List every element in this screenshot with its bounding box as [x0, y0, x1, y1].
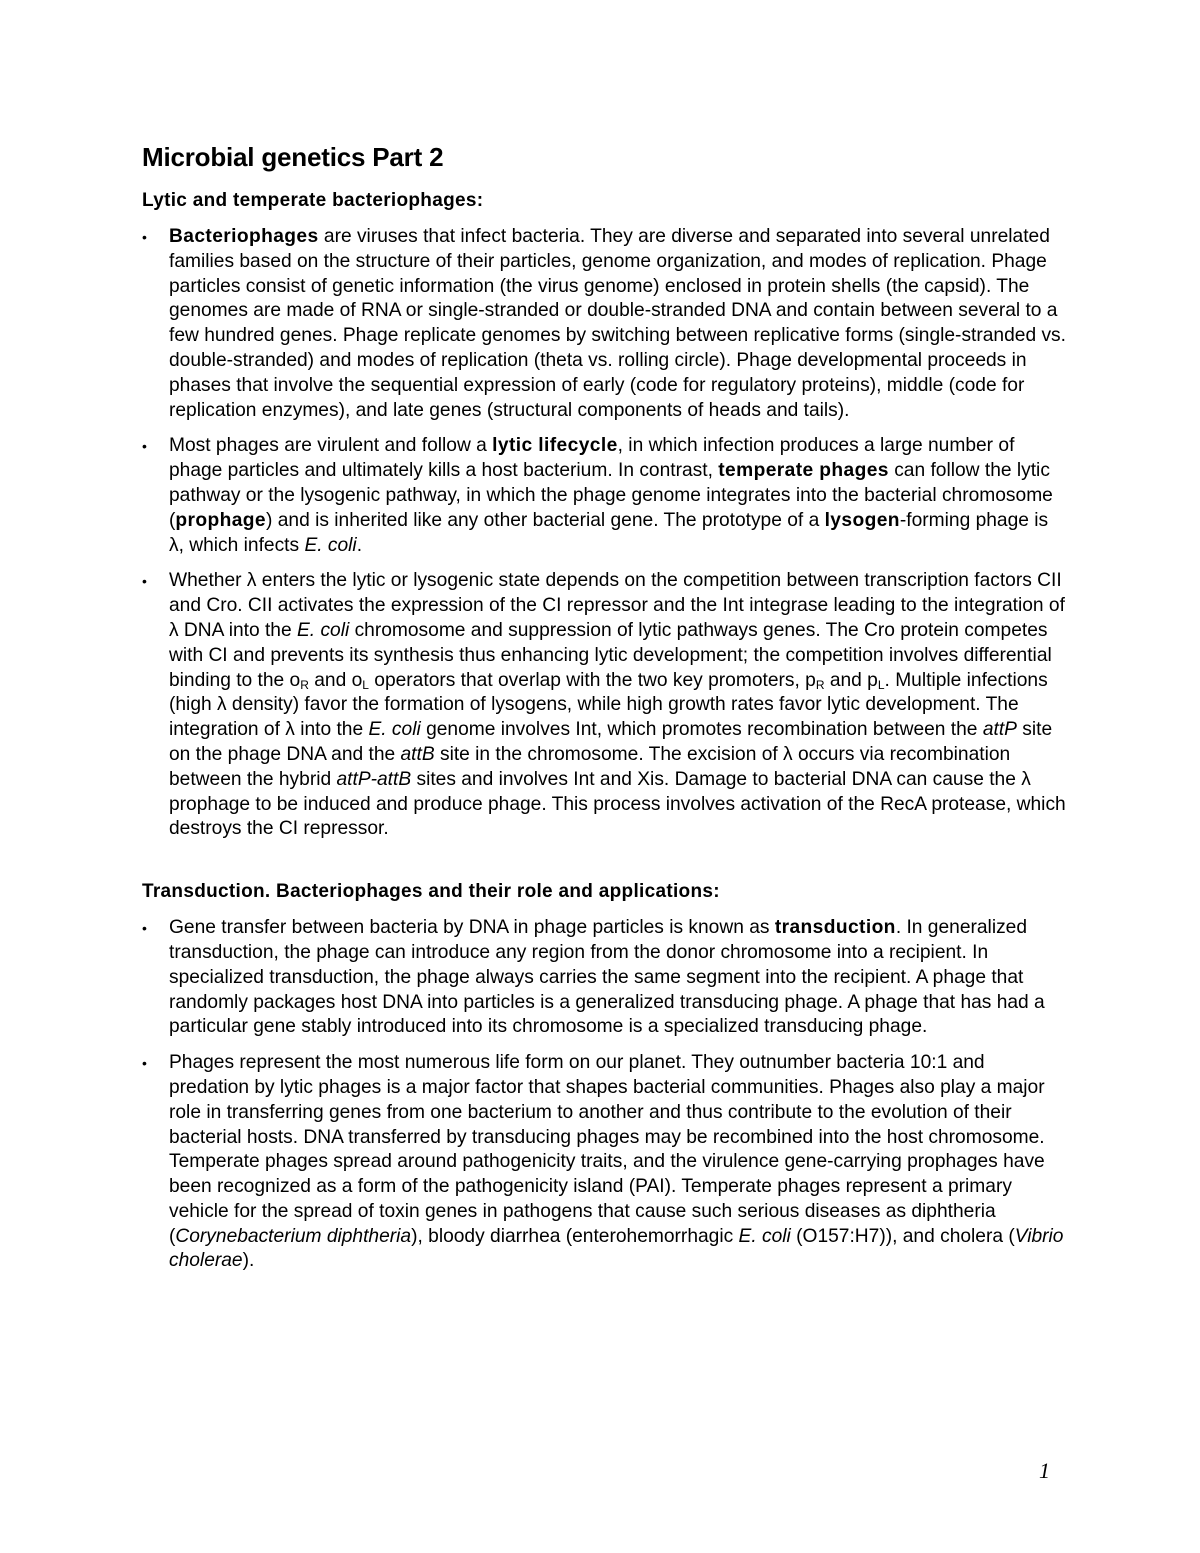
paragraph-text: Phages represent the most numerous life form on our planet. They outnumber bacteria 10:1 and predation by lytic phages is a major factor that shapes bacterial communities. Phages also play a major role in transferring genes from one bacterium to another and thus contribute to the evolution of their bacterial hosts. DNA transferred by transducing phages may be recombined into the host chromosome. Temperate phages spread around pathogenicity traits, and the virulence gene-carrying prophages have been recognized as a form of the pathogenicity island (PAI). Temperate phages represent a primary vehicle for the spread of toxin genes in pathogens that cause such serious diseases as diphtheria ( [169, 1052, 1045, 1247]
paragraph-text: . In generalized transduction, the phage can introduce any region from the donor chromosome into a recipient. In specialized transduction, the phage always carries the same segment into the recipient. A phage that randomly packages host DNA into particles is a generalized transducing phage. A phage that has had a particular gene stably introduced into its chromosome is a specialized transducing phage. [169, 917, 1045, 1038]
paragraph-text: genome involves Int, which promotes recombination between the [420, 719, 983, 741]
subscript: L [362, 677, 369, 692]
list-item [142, 569, 1066, 842]
paragraph-text: and p [824, 669, 878, 691]
paragraph-text: can follow the lytic pathway or the lysogenic pathway, in which the phage genome integrates into the bacterial chromosome ( [169, 460, 1053, 531]
section-heading-lytic-temperate: Lytic and temperate bacteriophages: [142, 190, 484, 211]
paragraph-text: site on the phage DNA and the [169, 719, 1053, 765]
bold-term: lytic lifecycle [492, 435, 618, 457]
paragraph-text: and o [308, 669, 363, 691]
document-title: Microbial genetics Part 2 [142, 142, 444, 172]
paragraph-text: are viruses that infect bacteria. They are diverse and separated into several unrelated families based on the structure of their particles, genome organization, and modes of replication. Phage particles consist of genetic information (the virus genome) enclosed in protein shells (the capsid). The genomes are made of RNA or single-stranded or double-stranded DNA and contain between several to a few hundred genes. Phage replicate genomes by switching between replicative forms (single-stranded vs. double-stranded) and modes of replication (theta vs. rolling circle). Phage developmental proceeds in phases that involve the sequential expression of early (code for regulatory proteins), middle (code for replication enzymes), and late genes (structural components of heads and tails). [169, 226, 1066, 421]
bullet-glyph: • [142, 920, 147, 937]
paragraph-text: , in which infection produces a large number of phage particles and ultimately kills a host bacterium. In contrast, [169, 435, 1015, 482]
subscript: R [815, 677, 825, 692]
italic-term: E. coli [738, 1225, 791, 1247]
bullet-glyph: • [142, 438, 147, 455]
paragraph-text: . Multiple infections (high λ density) favor the formation of lysogens, while high growth rates favor lytic development. The integration of λ into the [169, 669, 1048, 741]
paragraph-text: Most phages are virulent and follow a [169, 435, 493, 457]
bold-term: Bacteriophages [169, 226, 319, 247]
bold-term: temperate phages [718, 460, 889, 482]
list-item [142, 1051, 1066, 1274]
italic-term: Vibrio cholerae [169, 1225, 1064, 1272]
paragraph-text: . [356, 534, 363, 556]
paragraph-text: sites and involves Int and Xis. Damage to bacterial DNA can cause the λ prophage to be induced and produce phage. This process involves activation of the RecA protease, which destroys the CI repressor. [169, 768, 1066, 840]
italic-term: Corynebacterium diphtheria [175, 1225, 412, 1247]
paragraph-text: Whether λ enters the lytic or lysogenic state depends on the competition between transcription factors CII and Cro. CII activates the expression of the CI repressor and the Int integrase leading to the integration of λ DNA into the [169, 570, 1065, 641]
italic-term: attP-attB [336, 768, 412, 790]
paragraph-text: (O157:H7)), and cholera ( [790, 1225, 1015, 1247]
subscript: R [300, 677, 309, 692]
section-heading-transduction: Transduction. Bacteriophages and their role and applications: [142, 881, 720, 903]
paragraph-text: ). [242, 1250, 255, 1272]
page-content [142, 140, 1066, 1285]
paragraph-text: site in the chromosome. The excision of λ occurs via recombination between the hybrid [169, 743, 1011, 790]
list-item [142, 916, 1066, 1040]
bold-term: transduction [774, 917, 896, 939]
bold-term: lysogen [824, 509, 900, 531]
bullet-list-section-2 [142, 916, 1066, 1274]
paragraph-text: Gene transfer between bacteria by DNA in phage particles is known as [169, 917, 775, 939]
subscript: L [877, 677, 885, 692]
bullet-glyph: • [142, 573, 147, 590]
paragraph-text: ), bloody diarrhea (enterohemorrhagic [411, 1225, 739, 1247]
page-number: 1 [1039, 1458, 1050, 1483]
bullet-list-section-1 [142, 225, 1066, 842]
italic-term: attB [400, 743, 435, 765]
bullet-glyph: • [142, 229, 147, 245]
italic-term: attP [982, 719, 1017, 741]
paragraph-text: chromosome and suppression of lytic pathways genes. The Cro protein competes with CI and prevents its synthesis thus enhancing lytic development; the competition involves differential binding to the o [169, 619, 1052, 691]
italic-term: E. coli [296, 619, 350, 641]
list-item [142, 225, 1066, 423]
italic-term: E. coli [368, 719, 421, 741]
italic-term: E. coli [304, 534, 357, 556]
list-item [142, 434, 1066, 558]
paragraph-text: ) and is inherited like any other bacterial gene. The prototype of a [266, 509, 825, 531]
paragraph-text: -forming phage is λ, which infects [169, 509, 1049, 556]
paragraph-text: operators that overlap with the two key promoters, p [368, 669, 816, 691]
bold-term: prophage [175, 509, 267, 531]
bullet-glyph: • [142, 1055, 147, 1072]
